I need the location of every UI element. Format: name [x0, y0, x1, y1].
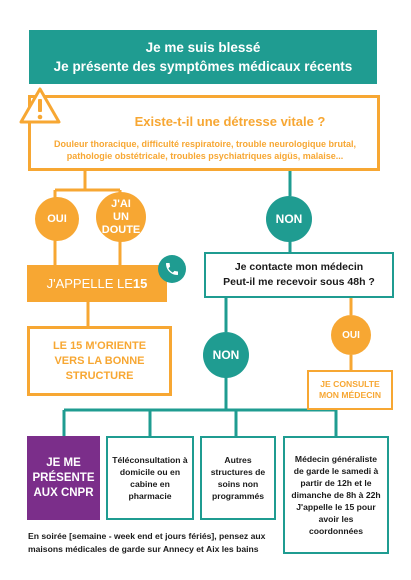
vital-distress-details: Douleur thoracique, difficulté respiratoire, trouble neurologique brutal, pathologie obstétricale, troubles psychiatriques aigüs, malaise... [53, 139, 357, 161]
doute-circle: J'AI UN DOUTE [96, 192, 146, 242]
call-15-number: 15 [132, 276, 148, 291]
consult-box: JE CONSULTE MON MÉDECIN [307, 370, 393, 410]
cnpr-box: JE ME PRÉSENTE AUX CNPR [27, 436, 100, 520]
autres-structures-box: Autres structures de soins non programmés [200, 436, 276, 520]
header-line2: Je présente des symptômes médicaux récents [53, 59, 353, 74]
oui-circle-2: OUI [331, 315, 371, 355]
phone-icon [158, 255, 186, 283]
oui-circle: OUI [35, 197, 79, 241]
header-line1: Je me suis blessé [145, 40, 261, 55]
call-15-bar [27, 265, 167, 302]
doctor-line2: Peut-il me recevoir sous 48h ? [223, 276, 375, 288]
call-15-prefix: J'APPELLE LE [46, 276, 133, 291]
non-circle-2: NON [203, 332, 249, 378]
medecin-garde-box: Médecin généraliste de garde le samedi à partir de 12h et le dimanche de 8h à 22h J'appelle le 15 pour avoir les coordonnées [283, 436, 389, 554]
doctor-box [204, 252, 394, 298]
footnote: En soirée [semaine - week end et jours fériés], pensez aux maisons médicales de garde sur Annecy et Aix les bains [28, 531, 266, 554]
doctor-line1: Je contacte mon médecin [234, 261, 364, 273]
vital-distress-question: Existe-t-il une détresse vitale ? [134, 114, 326, 129]
orient-box: LE 15 M'ORIENTE VERS LA BONNE STRUCTURE [27, 326, 172, 396]
teleconsult-box: Téléconsultation à domicile ou en cabine en pharmacie [106, 436, 194, 520]
non-circle: NON [266, 196, 312, 242]
